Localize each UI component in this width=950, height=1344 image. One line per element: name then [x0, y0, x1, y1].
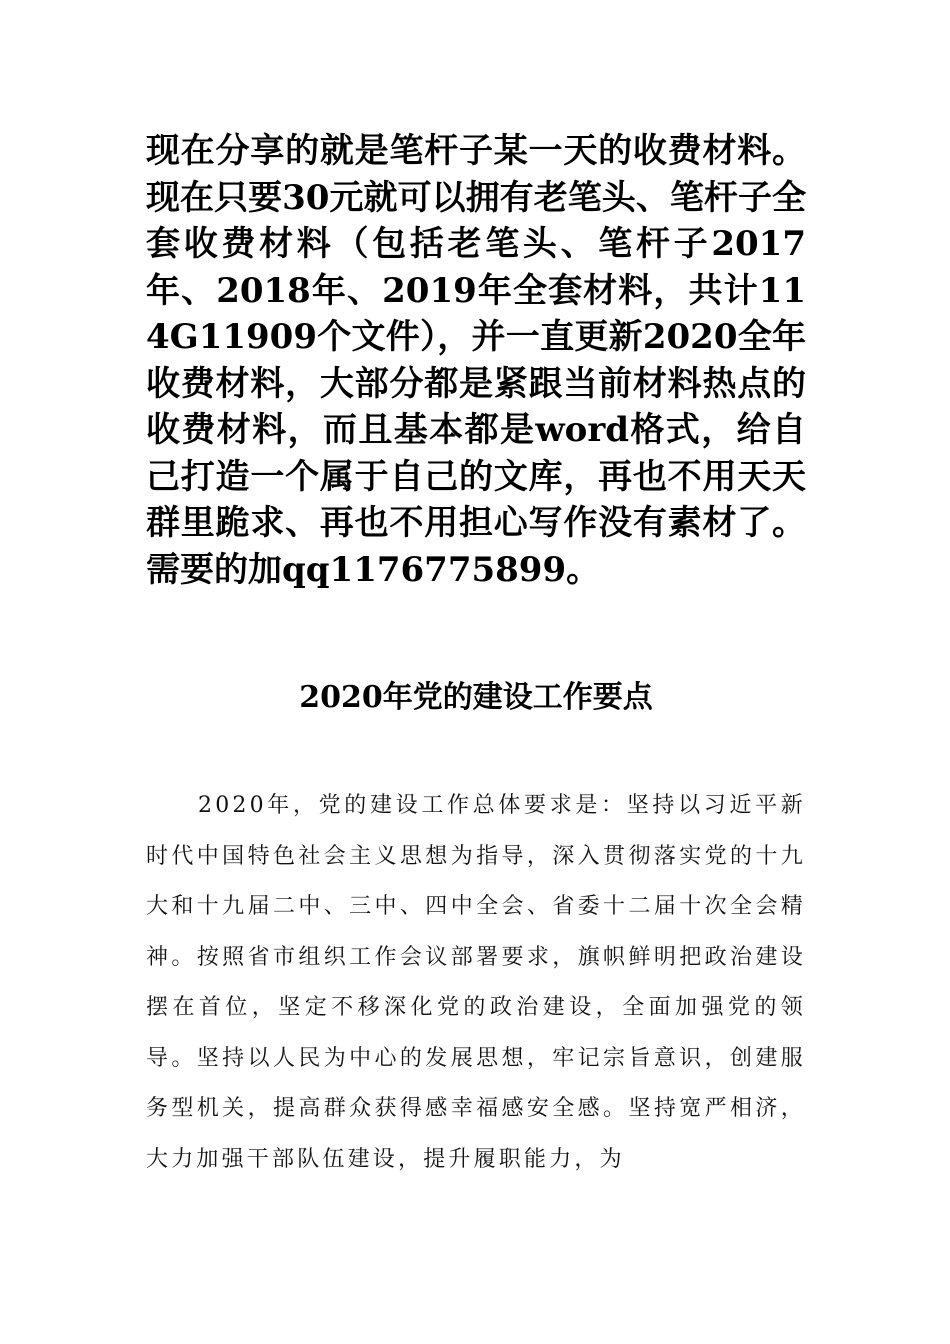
article-title: 2020年党的建设工作要点 — [299, 680, 653, 715]
article-paragraph: 2020年，党的建设工作总体要求是：坚持以习近平新时代中国特色社会主义思想为指导，深入贯彻落实党的十九大和十九届二中、三中、四中全会、省委十二届十次全会精神。按照省市组织工作会议部署要求，旗帜鲜明把政治建设摆在首位，坚定不移深化党的政治建设，全面加强党的领导。坚持以人民为中心的发展思想，牢记宗旨意识，创建服务型机关，提高群众获得感幸福感安全感。坚持宽严相济，大力加强干部队伍建设，提升履职能力，为 — [146, 793, 806, 1172]
promo-paragraph: 现在分享的就是笔杆子某一天的收费材料。现在只要30元就可以拥有老笔头、笔杆子全套收费材料（包括老笔头、笔杆子2017年、2018年、2019年全套材料，共计114G11909个文件），并一直更新2020全年收费材料，大部分都是紧跟当前材料热点的收费材料，而且基本都是word格式，给自己打造一个属于自己的文库，再也不用天天群里跪求、再也不用担心写作没有素材了。需要的加qq1176775899。 — [146, 131, 806, 590]
